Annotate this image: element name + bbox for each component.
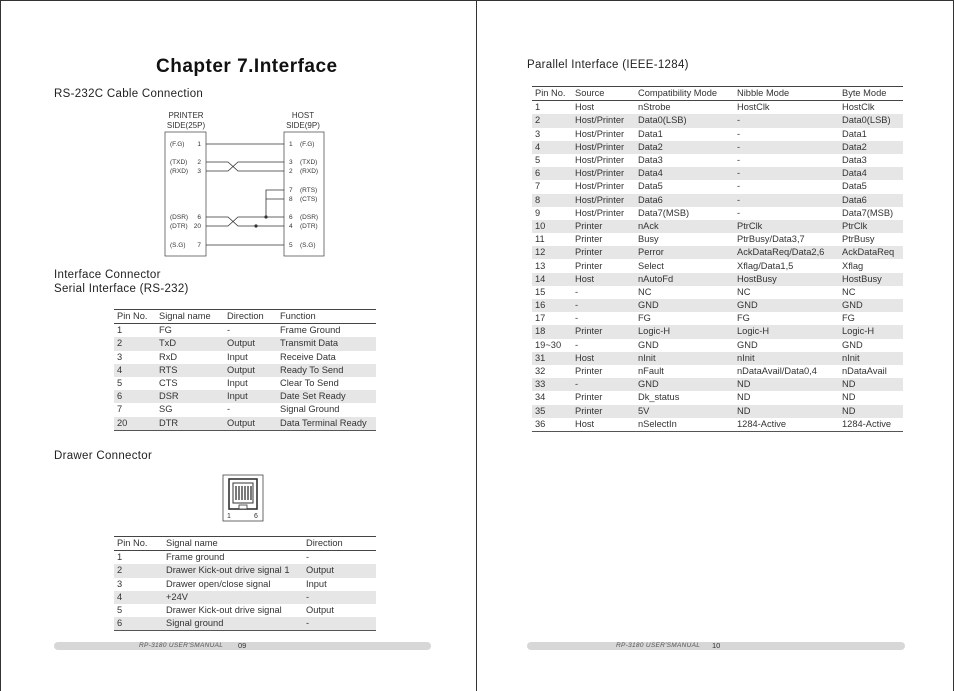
cell: Host/Printer: [572, 114, 635, 127]
printer-pin-name: (F.G): [170, 141, 185, 148]
table-row: [114, 591, 376, 604]
cell: ND: [734, 378, 839, 391]
cell: GND: [635, 299, 734, 312]
column-header: Pin No.: [532, 87, 572, 101]
table-row: [114, 578, 376, 591]
host-pin-num: 1: [289, 141, 293, 148]
host-pin-name: (DTR): [300, 223, 318, 230]
junction-dot: [254, 224, 257, 227]
cell: 10: [532, 220, 572, 233]
cell: GND: [638, 339, 659, 350]
cell: Data7(MSB): [638, 207, 690, 218]
cell: Data5: [842, 181, 867, 192]
rs232-heading: RS-232C Cable Connection: [54, 88, 204, 100]
cell: Data6: [839, 194, 903, 207]
table-row: [532, 207, 903, 220]
table-row: [532, 259, 903, 272]
cell: -: [737, 155, 741, 166]
cell: 16: [532, 299, 572, 312]
host-pin-name: (TXD): [300, 159, 318, 166]
table-row: [532, 365, 903, 378]
table-row: [532, 378, 903, 391]
cell: Data0(LSB): [635, 114, 734, 127]
cell: 1284-Active: [734, 418, 839, 432]
column-header: Byte Mode: [839, 87, 903, 101]
cell: 2: [532, 114, 572, 127]
host-pin-name: (S.G): [300, 242, 316, 249]
cell: Host: [572, 273, 635, 286]
cell: Host/Printer: [575, 181, 625, 192]
cell: Output: [224, 417, 277, 431]
cell: Data4: [635, 167, 734, 180]
footer-manual-title: RP-3180 USER'SMANUAL: [616, 642, 701, 649]
cell: RxD: [159, 351, 178, 362]
host-pin-num: 3: [289, 159, 293, 166]
host-connector-box: [284, 132, 324, 256]
cell: Input: [306, 578, 327, 589]
cell: GND: [842, 339, 863, 350]
wire-rts-cts: [266, 190, 284, 199]
cell: Output: [303, 564, 376, 577]
cell: GND: [737, 339, 758, 350]
cell: AckDataReq/Data2,6: [734, 246, 839, 259]
cell: Signal Ground: [280, 404, 340, 415]
cell: -: [303, 591, 376, 604]
cell: 14: [532, 273, 572, 286]
cell: -: [575, 313, 579, 324]
cell: ND: [737, 392, 751, 403]
printer-pin-num: 3: [197, 168, 201, 175]
cell: GND: [734, 299, 839, 312]
cell: Drawer Kick-out drive signal: [166, 605, 282, 616]
cell: SG: [159, 404, 173, 415]
table-row: [114, 324, 376, 338]
cell: Xflag/Data1,5: [737, 260, 794, 271]
printer-pin-name: (S.G): [170, 242, 186, 249]
column-header: Direction: [303, 537, 376, 551]
cell: 6: [114, 617, 163, 631]
table-row: [532, 352, 903, 365]
host-side-label-1: HOST: [291, 111, 315, 120]
cell: 36: [532, 418, 572, 432]
cell: 1: [117, 325, 123, 336]
cell: Host: [572, 418, 635, 432]
cell: NC: [638, 286, 652, 297]
cell: nAck: [635, 220, 734, 233]
cell: PtrBusy: [842, 234, 875, 245]
cell: -: [572, 378, 635, 391]
junction-dot: [264, 215, 267, 218]
cell: Data2: [635, 141, 734, 154]
cell: +24V: [163, 591, 303, 604]
printer-connector-box: [165, 132, 206, 256]
cell: 6: [532, 167, 572, 180]
wire-rxd: [206, 162, 284, 171]
cell: 3: [535, 128, 541, 139]
host-pin-num: 5: [289, 242, 293, 249]
cell: -: [734, 141, 839, 154]
cell: Logic-H: [839, 325, 903, 338]
cell: 2: [114, 564, 163, 577]
cell: ND: [839, 405, 903, 418]
cell: 31: [532, 352, 572, 365]
table-header-row: [114, 310, 376, 324]
printer-pin-num: 6: [197, 214, 201, 221]
cell: 32: [535, 366, 546, 377]
drawer-connector-heading: Drawer Connector: [54, 450, 153, 462]
host-pin-num: 7: [289, 187, 293, 194]
printer-pin-name: (DTR): [170, 223, 188, 230]
cell: nStrobe: [638, 102, 671, 113]
table-header-row: [114, 537, 376, 551]
cell: Logic-H: [635, 325, 734, 338]
cell: -: [575, 339, 579, 350]
cell: Ready To Send: [277, 364, 376, 377]
host-pin-name: (DSR): [300, 214, 319, 221]
cell: Data3: [842, 155, 867, 166]
cell: Printer: [572, 220, 635, 233]
left-page: [0, 0, 476, 691]
parallel-interface-table: [532, 86, 903, 432]
printer-pin-name: (DSR): [170, 214, 189, 221]
wire-txd: [206, 162, 284, 171]
cell: AckDataReq: [839, 246, 903, 259]
host-pin-name: (RTS): [300, 187, 318, 194]
cell: 12: [532, 246, 572, 259]
table-row: [114, 551, 376, 565]
cell: nDataAvail: [842, 366, 887, 377]
table-row: [114, 351, 376, 364]
cell: HostBusy: [839, 273, 903, 286]
table-row: [532, 101, 903, 115]
cell: Printer: [575, 366, 603, 377]
host-pin-name: (RXD): [300, 168, 319, 175]
table-row: [532, 128, 903, 141]
column-header: Source: [572, 87, 635, 101]
cell: Printer: [572, 405, 635, 418]
table-row: [532, 418, 903, 432]
table-row: [532, 312, 903, 325]
cell: Dk_status: [638, 392, 680, 403]
cell: PtrClk: [734, 220, 839, 233]
cell: Date Set Ready: [277, 390, 376, 403]
table-row: [532, 154, 903, 167]
cell: DTR: [156, 417, 224, 431]
cell: 1: [535, 102, 541, 113]
table-row: [532, 391, 903, 404]
cell: 1284-Active: [839, 418, 903, 432]
cell: Host/Printer: [575, 155, 625, 166]
cell: Host: [572, 352, 635, 365]
cell: 5: [117, 605, 123, 616]
printer-side-label-1: PRINTER: [168, 111, 204, 120]
cell: 7: [535, 181, 541, 192]
cell: Printer: [575, 234, 603, 245]
right-page: [476, 0, 954, 691]
cell: Frame ground: [166, 552, 225, 563]
cell: Drawer Kick-out drive signal 1: [163, 564, 303, 577]
column-header: Direction: [224, 310, 277, 324]
cell: 6: [114, 390, 156, 403]
cell: Output: [224, 364, 277, 377]
cell: -: [737, 207, 741, 218]
cell: Printer: [575, 260, 603, 271]
table-row: [532, 233, 903, 246]
cell: -: [306, 552, 310, 563]
cell: Input: [227, 378, 248, 389]
cell: Host/Printer: [572, 167, 635, 180]
cell: Xflag: [842, 260, 864, 271]
cell: Host/Printer: [575, 207, 625, 218]
cell: nInit: [635, 352, 734, 365]
table-row: [532, 194, 903, 207]
cell: 4: [114, 591, 163, 604]
cell: RTS: [156, 364, 224, 377]
cell: Receive Data: [280, 351, 336, 362]
cell: FG: [737, 313, 750, 324]
cell: -: [734, 167, 839, 180]
drawer-connector-jack-icon: [221, 474, 265, 522]
printer-pin-num: 2: [197, 159, 201, 166]
host-pin-num: 8: [289, 196, 293, 203]
column-header: Pin No.: [114, 537, 163, 551]
host-pin-name: (F.G): [300, 141, 315, 148]
cell: Output: [306, 605, 334, 616]
cell: Transmit Data: [277, 337, 376, 350]
column-header: Function: [277, 310, 376, 324]
cell: CTS: [159, 378, 178, 389]
cell: Data1: [638, 128, 663, 139]
table-row: [114, 390, 376, 403]
cell: PtrBusy/Data3,7: [737, 234, 805, 245]
cell: ND: [734, 405, 839, 418]
cell: 4: [114, 364, 156, 377]
cell: Host: [575, 102, 595, 113]
cell: 2: [114, 337, 156, 350]
column-header: Pin No.: [114, 310, 156, 324]
cell: Frame Ground: [280, 325, 341, 336]
cell: -: [303, 617, 376, 631]
table-row: [532, 114, 903, 127]
cell: NC: [737, 286, 751, 297]
cell: Data0(LSB): [839, 114, 903, 127]
wire-dtr: [206, 217, 284, 226]
cell: 5: [535, 155, 541, 166]
cell: PtrClk: [839, 220, 903, 233]
cell: -: [737, 128, 741, 139]
table-row: [532, 141, 903, 154]
cell: nFault: [638, 366, 664, 377]
cell: HostClk: [737, 102, 770, 113]
cell: Signal ground: [163, 617, 303, 631]
host-pin-num: 4: [289, 223, 293, 230]
table-row: [114, 377, 376, 390]
cell: FG: [842, 313, 855, 324]
parallel-interface-heading: Parallel Interface (IEEE-1284): [527, 59, 689, 71]
cell: GND: [635, 378, 734, 391]
table-row: [532, 246, 903, 259]
table-row: [532, 405, 903, 418]
page-number: 09: [238, 641, 247, 650]
cell: Data2: [839, 141, 903, 154]
rs232-wiring-diagram: [156, 106, 331, 258]
cell: Data6: [635, 194, 734, 207]
cell: 15: [535, 286, 546, 297]
cell: Drawer open/close signal: [166, 578, 271, 589]
table-row: [114, 604, 376, 617]
host-pin-name: (CTS): [300, 196, 318, 203]
cell: DSR: [156, 390, 224, 403]
cell: Printer: [572, 325, 635, 338]
cell: 8: [532, 194, 572, 207]
cell: Perror: [635, 246, 734, 259]
cell: Clear To Send: [280, 378, 339, 389]
cell: -: [227, 404, 231, 415]
cell: ND: [839, 378, 903, 391]
chapter-title: Chapter 7.Interface: [156, 56, 338, 77]
footer-manual-title: RP-3180 USER'SMANUAL: [139, 642, 224, 649]
cell: -: [572, 299, 635, 312]
cell: Output: [224, 337, 277, 350]
cell: 5V: [635, 405, 734, 418]
parallel-table-body: [532, 101, 903, 432]
cell: 19~30: [535, 339, 562, 350]
table-row: [114, 417, 376, 431]
cell: Select: [638, 260, 664, 271]
cell: Data3: [638, 155, 663, 166]
table-row: [532, 273, 903, 286]
cell: 33: [532, 378, 572, 391]
cell: HostBusy: [734, 273, 839, 286]
cell: 3: [117, 578, 123, 589]
table-row: [114, 337, 376, 350]
cell: Data Terminal Ready: [277, 417, 376, 431]
cell: Data7(MSB): [842, 207, 894, 218]
cell: -: [227, 325, 231, 336]
host-side-label-2: SIDE(9P): [286, 121, 320, 130]
table-row: [532, 286, 903, 299]
cell: nInit: [734, 352, 839, 365]
cell: 20: [114, 417, 156, 431]
table-row: [532, 299, 903, 312]
cell: nAutoFd: [635, 273, 734, 286]
cell: FG: [159, 325, 172, 336]
cell: nDataAvail/Data0,4: [737, 366, 817, 377]
host-pin-num: 2: [289, 168, 293, 175]
cell: Input: [224, 390, 277, 403]
cell: Host/Printer: [575, 128, 625, 139]
cell: Data4: [839, 167, 903, 180]
serial-interface-heading: Serial Interface (RS-232): [54, 283, 189, 295]
cell: 17: [535, 313, 546, 324]
table-row: [114, 403, 376, 416]
page-number: 10: [712, 641, 721, 650]
table-row: [114, 564, 376, 577]
cell: FG: [638, 313, 651, 324]
cell: -: [734, 114, 839, 127]
cell: 35: [532, 405, 572, 418]
printer-pin-name: (TXD): [170, 159, 188, 166]
cell: 3: [117, 351, 123, 362]
table-row: [532, 220, 903, 233]
column-header: Signal name: [156, 310, 224, 324]
cell: Printer: [572, 246, 635, 259]
printer-side-label-2: SIDE(25P): [166, 121, 206, 130]
cell: 34: [535, 392, 546, 403]
interface-connector-heading: Interface Connector: [54, 269, 161, 281]
printer-pin-name: (RXD): [170, 168, 189, 175]
table-header-row: [532, 87, 903, 101]
cell: -: [575, 286, 579, 297]
cell: nInit: [839, 352, 903, 365]
column-header: Signal name: [163, 537, 303, 551]
cell: 7: [117, 404, 123, 415]
column-header: Nibble Mode: [734, 87, 839, 101]
table-row: [532, 339, 903, 352]
cell: Host/Printer: [572, 141, 635, 154]
table-row: [114, 364, 376, 377]
cell: ND: [842, 392, 856, 403]
cell: GND: [839, 299, 903, 312]
table-row: [532, 167, 903, 180]
cell: Input: [227, 351, 248, 362]
wire-dsr: [206, 217, 284, 226]
cell: -: [734, 194, 839, 207]
cell: Busy: [638, 234, 659, 245]
cell: HostClk: [842, 102, 875, 113]
cell: 1: [117, 552, 123, 563]
cell: 5: [117, 378, 123, 389]
cell: Data1: [842, 128, 867, 139]
cell: 4: [532, 141, 572, 154]
drawer-pin-first-label: 1: [227, 513, 231, 520]
table-row: [532, 325, 903, 338]
cell: -: [737, 181, 741, 192]
cell: Data5: [638, 181, 663, 192]
cell: 11: [535, 234, 545, 245]
column-header: Compatibility Mode: [635, 87, 734, 101]
cell: Logic-H: [734, 325, 839, 338]
drawer-pin-last-label: 6: [254, 513, 258, 520]
cell: 13: [535, 260, 546, 271]
drawer-connector-table: [114, 536, 376, 631]
cell: nSelectIn: [635, 418, 734, 432]
table-row: [114, 617, 376, 631]
printer-pin-num: 7: [197, 242, 201, 249]
serial-interface-table: [114, 309, 376, 431]
cell: 9: [535, 207, 541, 218]
wires: [206, 144, 284, 245]
printer-pin-num: 20: [193, 223, 201, 230]
host-pin-num: 6: [289, 214, 293, 221]
cell: TxD: [156, 337, 224, 350]
printer-pin-num: 1: [197, 141, 201, 148]
cell: NC: [842, 286, 856, 297]
cell: 18: [532, 325, 572, 338]
table-row: [532, 180, 903, 193]
cell: Host/Printer: [572, 194, 635, 207]
cell: Printer: [575, 392, 603, 403]
